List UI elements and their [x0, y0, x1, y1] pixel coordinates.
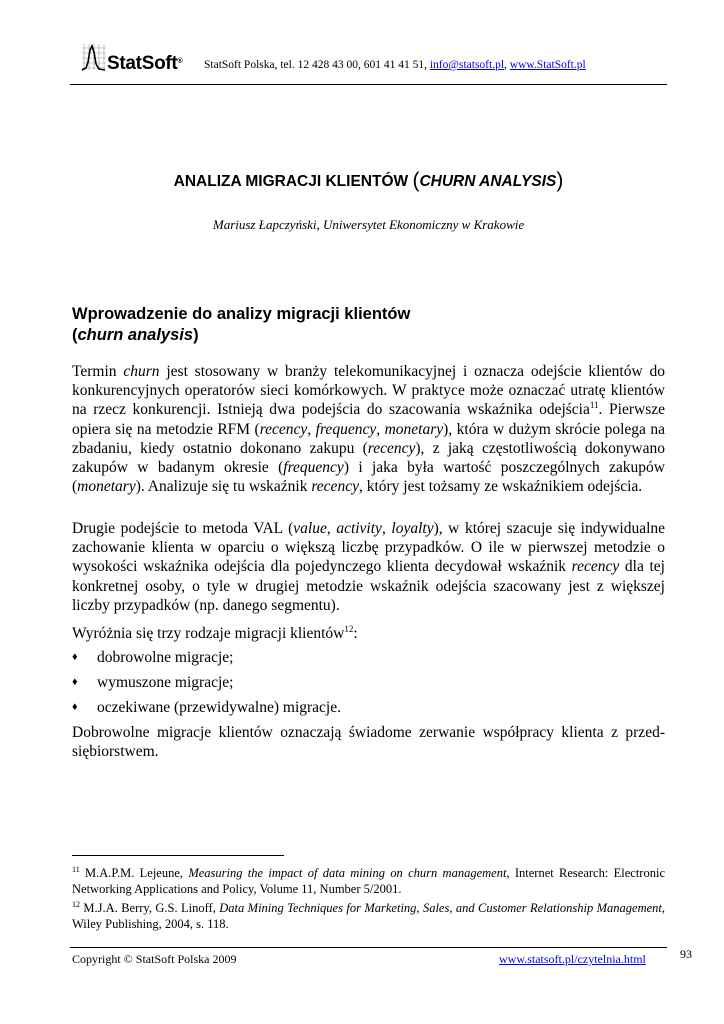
logo-chart-icon: [80, 42, 106, 72]
p2-text: dla tej konkretnej osoby, o tyle w drugiej metodzie wskaźnik odejścia szacowany jest z większej liczby przypadków (np. danego segmentu).: [72, 558, 665, 614]
registered-mark: ®: [177, 58, 183, 65]
p3-text: :: [353, 625, 358, 642]
footnote-number: 12: [72, 899, 80, 909]
footnote-text: , Internet Research: Electronic Networking Applications and Policy, Volume 11, Number 5/2001.: [72, 866, 665, 896]
title-italic: CHURN ANALYSIS: [419, 173, 557, 190]
p1-text: Termin: [72, 363, 124, 380]
p1-italic: monetary: [77, 478, 136, 496]
p2-italic: value: [293, 520, 327, 537]
paragraph-1: [72, 362, 665, 496]
footnote-ref-12[interactable]: 12: [344, 623, 354, 634]
page-number: 93: [680, 947, 692, 961]
p1-italic: frequency: [315, 420, 377, 438]
p1-text: ,: [307, 420, 316, 438]
paragraph-4: Dobrowolne migracje klientów oznaczają świadome zerwanie współpracy klienta z przedsiębiorstwem.: [72, 724, 665, 761]
p1-text: ,: [376, 420, 385, 438]
footnote-11: [72, 865, 665, 897]
list-item-text: wymuszone migracje;: [97, 674, 234, 691]
email-link[interactable]: info@statsoft.pl: [429, 59, 505, 71]
p2-italic: recency: [571, 558, 620, 576]
footer-link[interactable]: www.statsoft.pl/czytelnia.html: [499, 952, 646, 966]
p2-text: ,: [326, 520, 337, 537]
p1-italic: churn: [123, 363, 160, 380]
p1-text: ), z jaką częstotliwością dokonywano zakupów w badanym okresie (: [72, 439, 665, 477]
footnote-ref-11[interactable]: 11: [589, 400, 599, 411]
footnote-12: [72, 900, 665, 932]
p2-text: ), w której szacuje się indywidualne zachowanie klienta w oparciu o większą liczbę przypadków. O ile w pierwszej metodzie o wysokości wskaźnika odejścia dla pojedynczego klienta decydował wskaźnik: [72, 520, 666, 576]
statsoft-logo: [80, 42, 192, 76]
p2-text: Drugie podejście to metoda VAL (: [72, 520, 294, 537]
section-heading-close-paren: ): [193, 326, 199, 344]
title-close-paren: ): [556, 169, 564, 192]
diamond-bullet-icon: ♦: [72, 701, 78, 713]
p1-text: . Pierwsze opiera się na metodzie RFM (: [72, 401, 665, 438]
footnote-italic: Data Mining Techniques for Marketing, Sales, and Customer Relationship Management: [219, 901, 662, 915]
list-item: [72, 670, 665, 695]
list-item-text: oczekiwane (przewidywalne) migracje.: [97, 699, 341, 716]
website-link[interactable]: www.StatSoft.pl: [509, 59, 586, 71]
p1-italic: monetary: [384, 420, 444, 438]
section-heading-italic: churn analysis: [77, 326, 194, 344]
footer-divider: [70, 947, 667, 948]
header-divider: [70, 84, 667, 85]
list-item: [72, 695, 665, 720]
paragraph-3: [72, 624, 665, 643]
footnote-text: M.J.A. Berry, G.S. Linoff,: [80, 901, 220, 915]
footnote-divider: [72, 855, 284, 856]
logo-wordmark: StatSoft: [107, 53, 178, 74]
p1-italic: recency: [311, 478, 359, 496]
section-heading: [72, 304, 632, 346]
header-contact: [204, 58, 586, 72]
p1-italic: recency: [367, 439, 416, 457]
footer-copyright: Copyright © StatSoft Polska 2009: [72, 952, 237, 966]
author-line: Mariusz Łapczyński, Uniwersytet Ekonomiczny w Krakowie: [212, 217, 525, 232]
footnote-number: 11: [72, 864, 80, 874]
p2-italic: activity: [336, 520, 382, 537]
p1-text: , który jest tożsamy ze wskaźnikiem odejścia.: [358, 478, 643, 496]
contact-separator: ,: [504, 59, 510, 71]
p1-text: ), która w dużym skrócie polega na zbadaniu, kiedy ostatnio dokonano zakupu (: [72, 420, 665, 457]
section-heading-line1: Wprowadzenie do analizy migracji klientów: [72, 305, 411, 323]
footnote-text: M.A.P.M. Lejeune,: [79, 866, 189, 880]
migration-types-list: [72, 645, 665, 720]
footnote-italic: Measuring the impact of data mining on churn management: [188, 866, 507, 880]
p1-italic: frequency: [283, 459, 344, 477]
list-item-text: dobrowolne migracje;: [97, 649, 234, 666]
p2-text: ,: [381, 520, 392, 537]
paragraph-2: [72, 519, 665, 615]
contact-text: StatSoft Polska, tel. 12 428 43 00, 601 41 41 51,: [204, 59, 430, 71]
p1-text: jest stosowany w branży telekomunikacyjnej i oznacza odejście klientów do konkurencyjnych operatorów sieci komórkowych. W praktyce może oznaczać utratę klientów na rzecz konkurencji. Istnieją dwa podejścia do szacowania wskaźnika odejścia: [72, 363, 665, 419]
title-main: ANALIZA MIGRACJI KLIENTÓW: [173, 173, 413, 190]
diamond-bullet-icon: ♦: [72, 676, 78, 688]
section-heading-open-paren: (: [72, 326, 78, 344]
p2-italic: loyalty: [391, 520, 434, 537]
document-title: [70, 168, 667, 195]
p1-text: ). Analizuje się tu wskaźnik: [135, 478, 312, 496]
p1-italic: recency: [259, 420, 308, 438]
p3-text: Wyróżnia się trzy rodzaje migracji klientów: [72, 625, 345, 642]
diamond-bullet-icon: ♦: [72, 651, 78, 663]
list-item: [72, 645, 665, 670]
title-open-paren: (: [412, 169, 420, 192]
footnote-text: , Wiley Publishing, 2004, s. 118.: [72, 901, 666, 931]
p1-text: ) i jaka była wartość poszczególnych zakupów (: [72, 459, 665, 496]
